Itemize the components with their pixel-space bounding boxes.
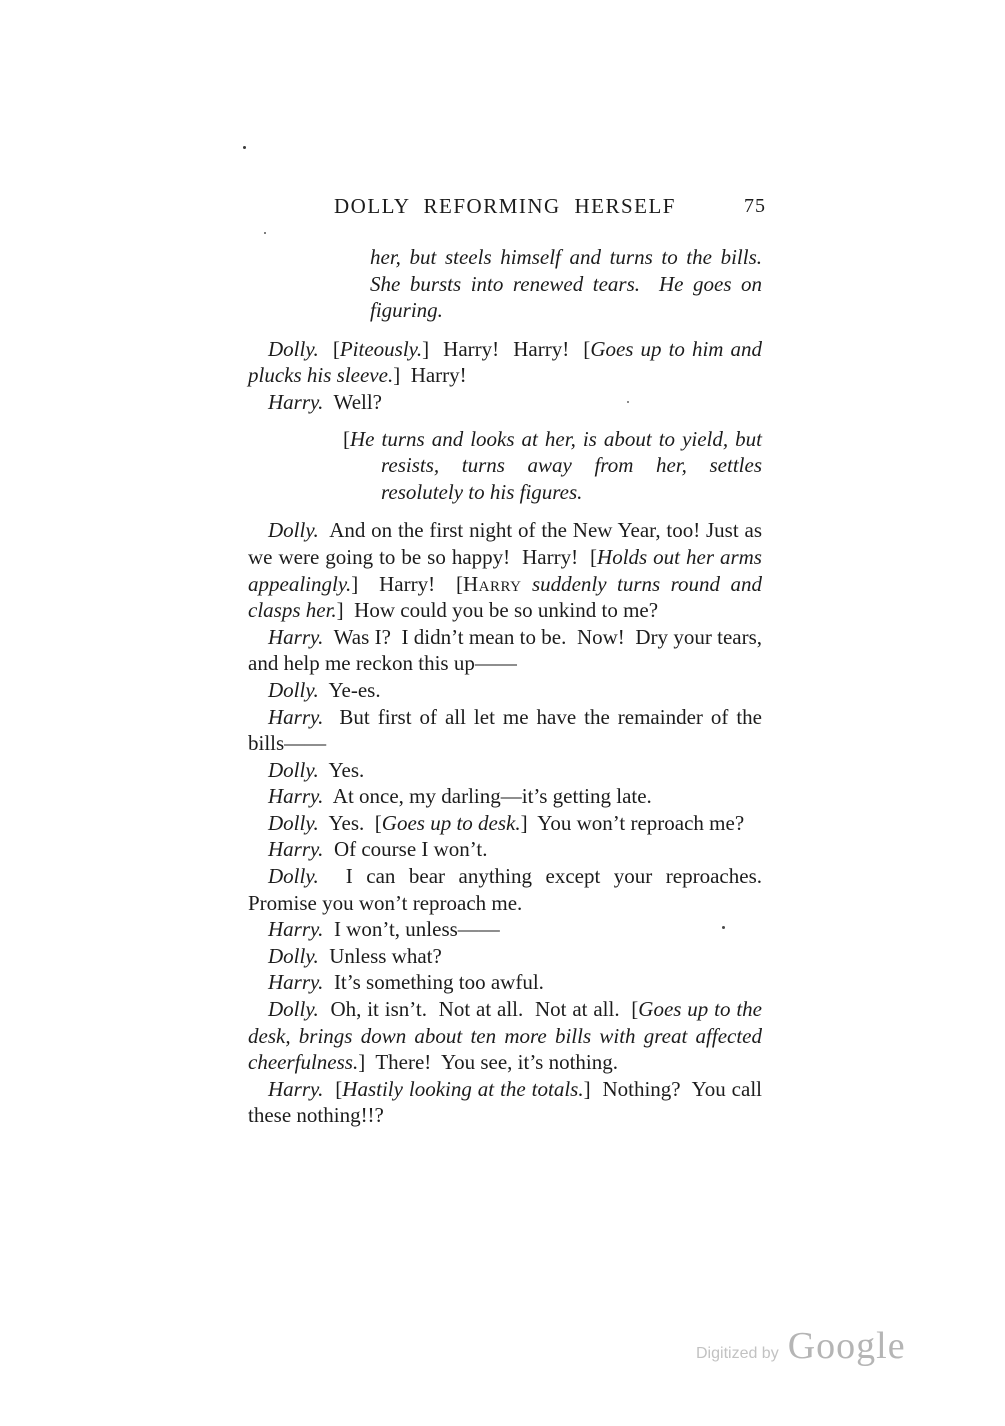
- text-segment: Unless what?: [318, 943, 442, 968]
- dialogue-paragraph: [248, 916, 762, 943]
- text-segment: Dolly.: [268, 518, 319, 543]
- text-segment: suddenly turns round and clasps her.: [248, 571, 768, 623]
- text-segment: Oh, it isn’t. Not at all. Not at all. [: [318, 997, 639, 1022]
- text-segment: At once, my darling—it’s getting late.: [323, 784, 652, 809]
- text-segment: Goes up to him and plucks his sleeve.: [248, 336, 768, 388]
- text-segment: [: [343, 426, 350, 451]
- dialogue-paragraph: [248, 336, 768, 389]
- text-segment: ] Harry! Harry! [: [422, 336, 591, 361]
- text-segment: He turns and looks at her, is about to yield, but resists, turns away from her, settles resolutely to his figures.: [350, 426, 768, 504]
- google-logo: Google: [787, 1325, 906, 1367]
- text-segment: Dolly.: [268, 864, 319, 889]
- dialogue-paragraph: [248, 969, 762, 996]
- dialogue-paragraph: [248, 624, 768, 677]
- text-segment: And on the first night of the New Year, too! Just as we were going to be so happy! Harry! [: [248, 518, 768, 569]
- text-segment: Dolly.: [268, 757, 319, 782]
- text-segment: Yes. [: [318, 810, 382, 835]
- text-segment: Was I? I didn’t mean to be. Now! Dry your tears, and help me reckon this up——: [248, 624, 768, 676]
- dialogue-paragraph: [248, 757, 762, 784]
- dialogue-paragraph: [248, 704, 768, 757]
- text-segment: Harry.: [268, 784, 324, 809]
- text-segment: Dolly.: [268, 336, 319, 361]
- text-segment: Well?: [323, 389, 383, 414]
- running-title: DOLLY REFORMING HERSELF: [334, 194, 676, 218]
- text-segment: Dolly.: [268, 810, 319, 835]
- text-segment: ] Nothing? You call these nothing!!?: [248, 1076, 768, 1128]
- text-segment: Holds out her arms appealingly.: [248, 544, 768, 596]
- text-segment: ] There! You see, it’s nothing.: [358, 1050, 618, 1075]
- text-segment: Harry.: [268, 837, 324, 862]
- text-segment: Dolly.: [268, 997, 319, 1022]
- scan-speck: [627, 401, 629, 403]
- text-segment: [: [318, 336, 340, 361]
- scan-speck: [243, 146, 246, 149]
- page-header: [248, 194, 766, 218]
- scan-speck: [722, 926, 725, 929]
- text-segment: Harry: [462, 571, 522, 596]
- text-segment: Goes up to desk.: [381, 810, 521, 835]
- dialogue-paragraph: [248, 836, 762, 863]
- dialogue-paragraph: [248, 517, 768, 623]
- dialogue-paragraph: [248, 996, 768, 1076]
- text-segment: ] How could you be so unkind to me?: [336, 598, 659, 623]
- dialogue-paragraph: [248, 943, 762, 970]
- text-segment: Piteously.: [339, 336, 423, 361]
- text-segment: Harry.: [268, 624, 324, 649]
- text-segment: ] Harry! [: [351, 571, 463, 596]
- text-segment: Of course I won’t.: [323, 837, 488, 862]
- page-number: 75: [744, 195, 766, 217]
- text-segment: Harry.: [268, 917, 324, 942]
- text-segment: I can bear anything except your reproaches. Promise you won’t reproach me.: [248, 864, 773, 915]
- digitized-by-label: Digitized by: [696, 1345, 779, 1362]
- text-segment: But first of all let me have the remainder of the bills——: [248, 704, 768, 756]
- text-segment: Hastily looking at the totals.: [342, 1076, 584, 1101]
- watermark: [696, 1324, 906, 1368]
- text-column: [248, 194, 773, 1129]
- text-segment: [: [323, 1076, 343, 1101]
- dialogue-paragraph: [248, 810, 762, 837]
- dialogue-paragraph: [248, 677, 762, 704]
- text-segment: I won’t, unless——: [323, 917, 500, 942]
- text-segment: ] Harry!: [393, 363, 467, 388]
- text-segment: Goes up to the desk, brings down about ten more bills with great affected cheerfulness.: [248, 997, 768, 1075]
- text-segment: Harry.: [268, 704, 324, 729]
- dialogue-paragraph: [248, 783, 762, 810]
- text-segment: Dolly.: [268, 677, 319, 702]
- text-segment: Harry.: [268, 389, 324, 414]
- text-segment: Dolly.: [268, 943, 319, 968]
- dialogue-paragraph: [248, 863, 773, 916]
- scan-speck: [264, 232, 266, 234]
- text-segment: Harry.: [268, 1076, 324, 1101]
- text-segment: Yes.: [318, 757, 365, 782]
- text-segment: her, but steels himself and turns to the bills. She bursts into renewed tears. He goes on figuring.: [370, 245, 773, 323]
- text-segment: ] You won’t reproach me?: [520, 810, 745, 835]
- text-segment: Harry.: [268, 970, 324, 995]
- stage-direction: [370, 244, 773, 324]
- text-segment: It’s something too awful.: [323, 970, 544, 995]
- text-block: [248, 244, 773, 1129]
- text-segment: Ye-es.: [318, 677, 381, 702]
- dialogue-paragraph: [248, 1076, 768, 1129]
- stage-direction: [248, 426, 768, 506]
- dialogue-paragraph: [248, 389, 762, 416]
